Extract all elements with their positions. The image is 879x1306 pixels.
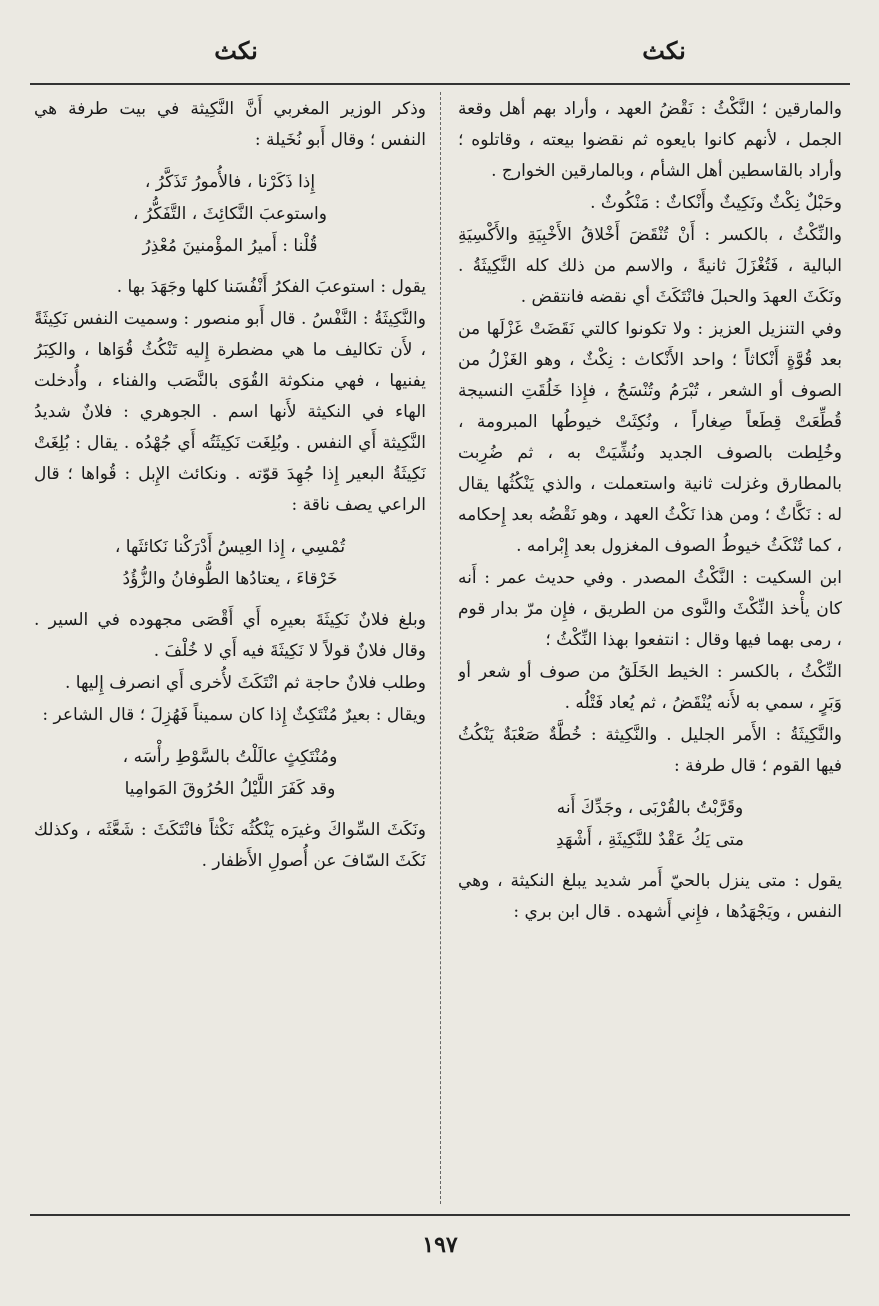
paragraph: وطلب فلانٌ حاجة ثم انْتَكَثَ لأُخرى أَي انصرف إِليها . <box>64 673 426 693</box>
verse-line: واستوعبَ النَّكائِثَ ، التَّفَكُّرُ ، <box>133 204 327 224</box>
paragraph: وفي التنزيل العزيز : ولا تكونوا كالتي نَقَضَتْ غَزْلَها من بعد قُوَّةٍ أَنْكاثاً ؛ واحد الأَنْكاث : نِكْثٌ ، وهو الغَزْلُ من الصوف أو الشعر ، تُبْرَمُ وتُنْسَجُ ، فإِذا خَلُقَتِ النسيجة قُطِّعَتْ قِطَعاً صِغاراً ، ونُكِثَتْ خيوطُها المبرومة ، وخُلِطت بالصوف الجديد ونُشِّيَتْ به ، ثم ضُرِبت بالمطارق وغزلت ثانية واستعملت ، والذي يَنْكُثُها يقال له : نَكَّاثٌ ؛ ومن هذا نَكْثُ العهد ، وهو نَقْضُه بعد إِحكامه ، كما تُنْكَثُ خيوطُ الصوف المغزول بعد إِبْرامه . <box>458 319 842 556</box>
paragraph: والنَّكِيثَةُ : النَّفْسُ . قال أَبو منصور : وسميت النفس نَكِيثَةً ، لأَن تكاليف ما هي مضطرة إِليه تَنْكُثُ قُوَاها ، والكِبَرُ يفنيها ، فهي منكوثة القُوَى بالنَّصَب والفناء ، وأُدخلت الهاء في النكيثة لأَنها اسم . الجوهري : فلانٌ شديدُ النَّكِيثة أَي النفس . وبُلِغَت نَكِيثَتُه أَي جُهْدُه . يقال : بُلِغَتْ نَكِيثَةُ البعير إِذا جُهِدَ قوّته . ونكائث الإِبل : قُواها ؛ قال الراعي يصف ناقة : <box>34 309 426 515</box>
column-divider <box>440 92 441 1204</box>
paragraph: يقول : استوعبَ الفكرُ أَنْفُسَنا كلها وجَهَدَ بها . <box>116 277 426 297</box>
verse <box>34 531 426 595</box>
paragraph: النِّكْثُ ، بالكسر : الخيط الخَلَقُ من صوف أو شعر أو وَبَرٍ ، سمي به لأَنه يُنْقَضُ ، ثم يُعاد فَتْلُه . <box>458 662 842 713</box>
verse-line: وقَرَّبْتُ بالقُرْبَى ، وجَدِّكَ أَنه <box>556 798 744 818</box>
paragraph: ابن السكيت : النَّكْثُ المصدر . وفي حديث عمر : أَنه كان يأْخذ النِّكْثَ والنَّوى من الطريق ، فإِن مرّ بدار قوم ، رمى بهما فيها وقال : انتفعوا بهذا النِّكْثُ ؛ <box>458 568 842 650</box>
verse-line: إِذا ذَكَرْنا ، فالأُمورُ تَذَكَّرُ ، <box>144 172 316 192</box>
verse <box>34 741 426 805</box>
verse-line: خَرْقاءَ ، يعتادُها الطُّوفانُ والزُّؤُدُ <box>122 569 338 589</box>
verse-line: تُمْسِي ، إِذا العِيسُ أَدْرَكْنا نَكائثَها ، <box>114 537 346 557</box>
paragraph: وحَبْلٌ نِكْثٌ ونَكِيثٌ وأَنْكاثٌ : مَنْكُوثٌ . <box>590 193 842 213</box>
left-column <box>34 94 426 1206</box>
paragraph: وذكر الوزير المغربي أَنَّ النَّكِيثة في بيت طرفة هي النفس ؛ وقال أَبو نُخَيلة : <box>34 99 426 150</box>
paragraph: ويقال : بعيرٌ مُنْتَكِثٌ إِذا كان سميناً فَهُزِلَ ؛ قال الشاعر : <box>42 705 426 725</box>
verse-line: وقد كَفَرَ اللَّيْلُ الحُرُوقَ المَوامِيا <box>124 779 336 799</box>
paragraph: وبلغ فلانٌ نَكِيثَةَ بعيرِه أَي أَقْصَى مجهوده في السير . وقال فلانٌ قولاً لا نَكِيثَةَ فيه أَي لا خُلْفَ . <box>34 610 426 661</box>
bottom-rule <box>30 1214 850 1216</box>
verse-line: متى يَكُ عَقْدٌ للنَّكِيثَةِ ، أَشْهَدِ <box>555 830 745 850</box>
verse <box>34 166 426 262</box>
paragraph: والنِّكْثُ ، بالكسر : أَنْ تُنْقَضَ أَخْلاقُ الأَخْبِيَةِ والأَكْسِيَةِ البالية ، فَتُغْزَلَ ثانيةً ، والاسم من ذلك كله النَّكِيثَةُ . ونَكَثَ العهدَ والحبلَ فانْتَكَثَ أي نقضه فانتقض . <box>458 225 842 307</box>
header-word-left: نكث <box>214 36 258 65</box>
page-number: ١٩٧ <box>422 1232 458 1258</box>
verse <box>458 792 842 856</box>
paragraph: والمارقين ؛ النَّكْثُ : نَقْضُ العهد ، وأراد بهم أهل وقعة الجمل ، لأنهم كانوا بايعوه ثم نقضوا بيعته ، وقاتلوه ؛ وأراد بالقاسطين أهل الشأم ، وبالمارقين الخوارج . <box>458 99 842 181</box>
verse-line: ومُنْتَكِثٍ عالَلْتُ بالسَّوْطِ رأْسَه ، <box>122 747 338 767</box>
verse-line: قُلْنا : أَميرُ المؤْمنينَ مُعْذِرُ <box>142 236 318 256</box>
top-rule <box>30 83 850 85</box>
paragraph: ونَكَثَ السِّواكَ وغيرَه يَنْكُثُه نَكْثاً فانْتَكَثَ : شَعَّثَه ، وكذلك نَكَثَ السّافَ عن أُصولِ الأَظفار . <box>34 820 426 871</box>
paragraph: يقول : متى ينزل بالحيّ أَمر شديد يبلغ النكيثة ، وهي النفس ، ويَجْهَدُها ، فإِني أَشهده . قال ابن بري : <box>458 871 842 922</box>
header-word-right: نكث <box>642 36 686 65</box>
paragraph: والنَّكِيثَةُ : الأَمر الجليل . والنَّكِيثة : خُطَّةٌ صَعْبَةٌ يَنْكُثُ فيها القوم ؛ قال طرفة : <box>458 725 842 776</box>
right-column <box>458 94 842 1206</box>
